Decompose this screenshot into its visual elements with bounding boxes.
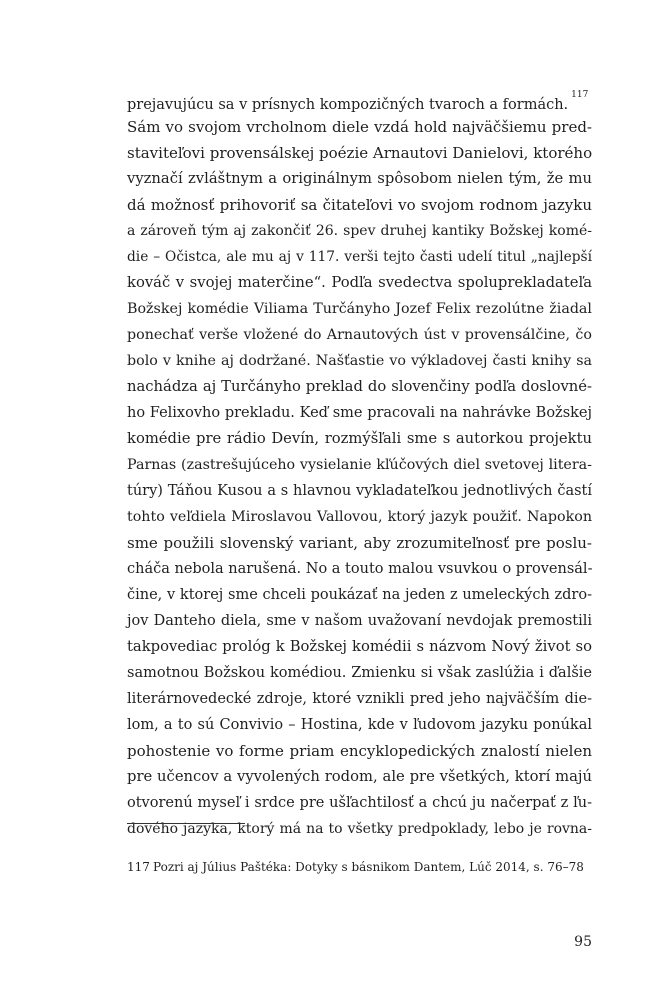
text-line: Božskej komédie Viliama Turčányho Jozef Felix rezolútne žiadal — [127, 301, 592, 317]
text-line: a zároveň tým aj zakončiť 26. spev druhej kantiky Božskej komé- — [127, 223, 592, 239]
footnote-number: 117 — [127, 860, 150, 874]
text-line: kováč v svojej materčine“. Podľa svedectva spoluprekladateľa — [127, 274, 592, 291]
text-line: bolo v knihe aj dodržané. Našťastie vo výkladovej časti knihy sa — [127, 353, 592, 369]
footnote-text: Pozri aj Július Paštéka: Dotyky s básnikom Dantem, Lúč 2014, s. 76–78 — [153, 860, 584, 874]
text-line: literárnovedecké zdroje, ktoré vznikli pred jeho najväčším die- — [127, 691, 592, 707]
body-text — [127, 88, 592, 842]
text-line: čine, v ktorej sme chceli poukázať na jeden z umeleckých zdro- — [127, 587, 592, 603]
text-line — [127, 88, 592, 114]
text-line: ponechať verše vložené do Arnautových úst v provensálčine, čo — [127, 327, 592, 343]
text-line: dá možnosť prihovoriť sa čitateľovi vo svojom rodnom jazyku — [127, 196, 592, 214]
text-line: otvorenú myseľ i srdce pre ušľachtilosť a chcú ju načerpať z ľu- — [127, 795, 592, 811]
text-line: dového jazyka, ktorý má na to všetky predpoklady, lebo je rovna- — [127, 821, 592, 837]
footnote-divider — [127, 823, 245, 824]
text-line: ho Felixovho prekladu. Keď sme pracovali na nahrávke Božskej — [127, 405, 592, 421]
text-line: lom, a to sú Convivio – Hostina, kde v ľudovom jazyku ponúkal — [127, 717, 592, 733]
first-line-text: prejavujúcu sa v prísnych kompozičných tvaroch a formách. — [127, 96, 569, 113]
text-line: takpovediac prológ k Božskej komédii s názvom Nový život so — [127, 638, 592, 655]
text-line: jov Danteho diela, sme v našom uvažovaní nevdojak premostili — [127, 613, 592, 629]
text-line: komédie pre rádio Devín, rozmýšľali sme s autorkou projektu — [127, 430, 592, 447]
text-line: pohostenie vo forme priam encyklopedických znalostí nielen — [127, 742, 592, 760]
text-line: vyznačí zvláštnym a originálnym spôsobom nielen tým, že mu — [127, 170, 592, 187]
text-line: sme použili slovenský variant, aby zrozumiteľnosť pre poslu- — [127, 534, 592, 552]
text-line: Parnas (zastrešujúceho vysielanie kľúčových diel svetovej litera- — [127, 457, 592, 473]
text-line: staviteľovi provensálskej poézie Arnautovi Danielovi, ktorého — [127, 144, 593, 162]
text-line: samotnou Božskou komédiou. Zmienku si však zaslúžia i ďalšie — [127, 665, 592, 681]
text-line: die – Očistca, ale mu aj v 117. verši tejto časti udelí titul „najlepší — [127, 249, 592, 265]
footnote-reference[interactable]: 117 — [571, 90, 589, 100]
text-line: pre učencov a vyvolených rodom, ale pre všetkých, ktorí majú — [127, 768, 592, 785]
text-line: Sám vo svojom vrcholnom diele vzdá hold najväčšiemu pred- — [127, 118, 592, 136]
text-line: túry) Táňou Kusou a s hlavnou vykladateľkou jednotlivých častí — [127, 483, 592, 499]
text-line: cháča nebola narušená. No a touto malou vsuvkou o provensál- — [127, 561, 593, 577]
text-line: nachádza aj Turčányho preklad do slovenčiny podľa doslovné- — [127, 378, 592, 395]
footnote — [127, 858, 592, 876]
page-number: 95 — [574, 934, 592, 950]
text-line: tohto veľdiela Miroslavou Vallovou, ktorý jazyk použiť. Napokon — [127, 509, 592, 525]
